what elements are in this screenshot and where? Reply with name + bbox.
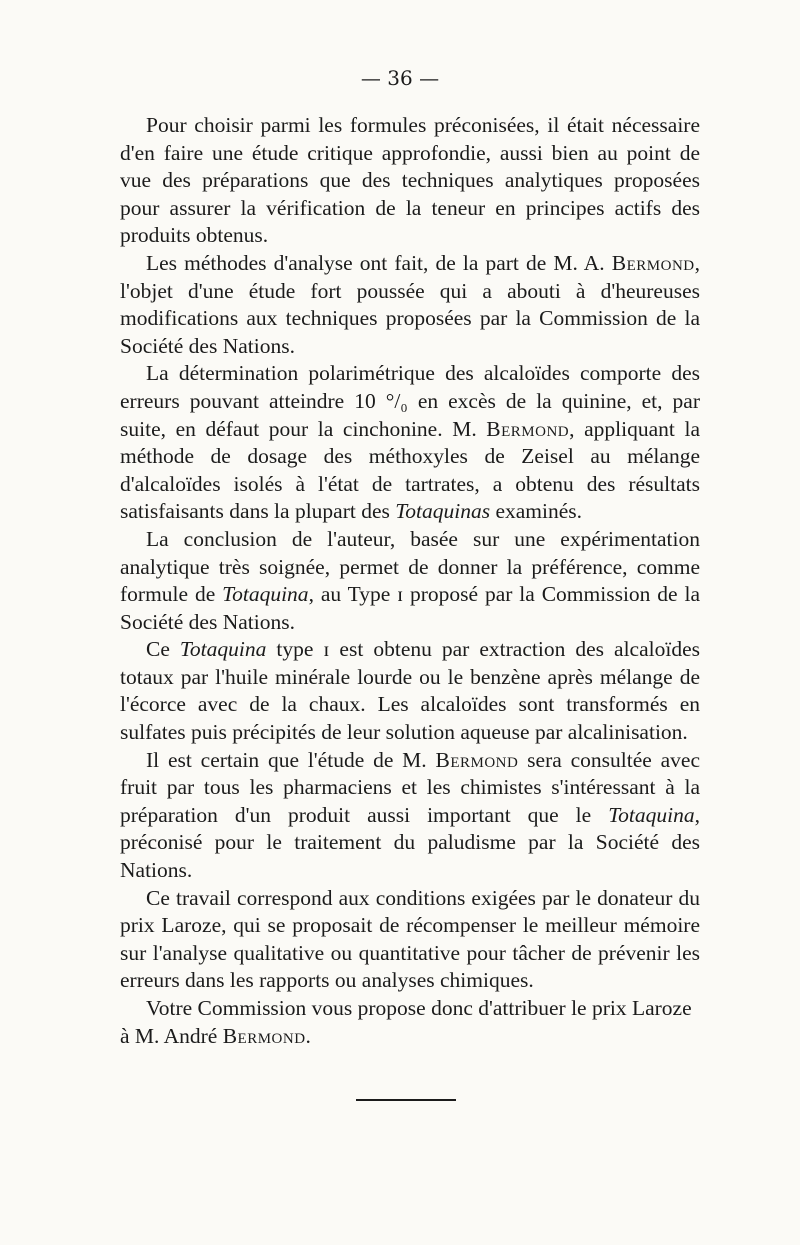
paragraph xyxy=(120,250,700,360)
text-run: Pour choisir parmi les formules préconisées, il était nécessaire d'en faire une étude critique approfondie, aussi bien au point de vue des préparations que des techniques analytiques proposées pour assurer la vérification de la teneur en principes actifs des produits obtenus. xyxy=(120,113,700,248)
text-run: Les méthodes d'analyse ont fait, de la part de M. A. xyxy=(146,250,612,275)
text-run: examinés. xyxy=(490,499,583,524)
page-number: — 36 — xyxy=(360,66,440,90)
product-name: Totaquina xyxy=(608,802,695,827)
paragraph xyxy=(120,636,700,746)
text-run: Il est certain que l'étude de M. xyxy=(146,747,436,772)
text-run: sera consultée avec fruit par tous les pharmaciens et les chimistes s'intéressant à la préparation d'un produit aussi important que le xyxy=(120,747,700,827)
author-name: Bermond xyxy=(611,250,695,275)
author-name: Bermond xyxy=(486,416,570,441)
paragraph xyxy=(120,526,700,636)
text-run: , l'objet d'une étude fort poussée qui a abouti à d'heureuses modifications aux techniques proposées par la Commission de la Société des Nations. xyxy=(120,250,700,358)
author-name: Bermond xyxy=(222,1023,306,1048)
closing-rule xyxy=(356,1099,456,1101)
text-run: La conclusion de l'auteur, basée sur une expérimentation analytique très soignée, permet de donner la préférence, comme formule de xyxy=(120,526,700,607)
text-run: La détermination polarimétrique des alcaloïdes comporte des erreurs pouvant atteindre 10 °/₀ en excès de la quinine, et, par suite, en défaut pour la cinchonine. M. xyxy=(120,361,700,441)
text-run: Votre Commission vous propose donc d'attribuer le prix Laroze à M. André xyxy=(120,996,692,1048)
text-run: Ce xyxy=(146,637,180,662)
paragraph xyxy=(120,112,700,250)
body-text xyxy=(120,112,700,1050)
text-run: , au Type ɪ proposé par la Commission de la Société des Nations. xyxy=(120,582,700,634)
text-run: type ɪ est obtenu par extraction des alcaloïdes totaux par l'huile minérale lourde ou le benzène après mélange de l'écorce avec de la chaux. Les alcaloïdes sont transformés en sulfates puis précipités de leur solution aqueuse par alcalinisation. xyxy=(120,637,700,745)
product-name: Totaquinas xyxy=(395,499,491,524)
paragraph xyxy=(120,360,700,526)
paragraph xyxy=(120,995,700,1050)
paragraph xyxy=(120,747,700,885)
text-run: Ce travail correspond aux conditions exigées par le donateur du prix Laroze, qui se proposait de récompenser le meilleur mémoire sur l'analyse qualitative ou quantitative pour tâcher de prévenir les erreurs dans les rapports ou analyses chimiques. xyxy=(120,885,700,993)
paragraph xyxy=(120,885,700,995)
product-name: Totaquina xyxy=(222,582,309,607)
text-run: . xyxy=(305,1023,311,1048)
text-run: , appliquant la méthode de dosage des méthoxyles de Zeisel au mélange d'alcaloïdes isolés à l'état de tartrates, a obtenu des résultats satisfaisants dans la plupart des xyxy=(120,416,700,524)
product-name: Totaquina xyxy=(179,637,267,662)
author-name: Bermond xyxy=(435,747,519,772)
text-run: , préconisé pour le traitement du paludisme par la Société des Nations. xyxy=(120,802,700,883)
